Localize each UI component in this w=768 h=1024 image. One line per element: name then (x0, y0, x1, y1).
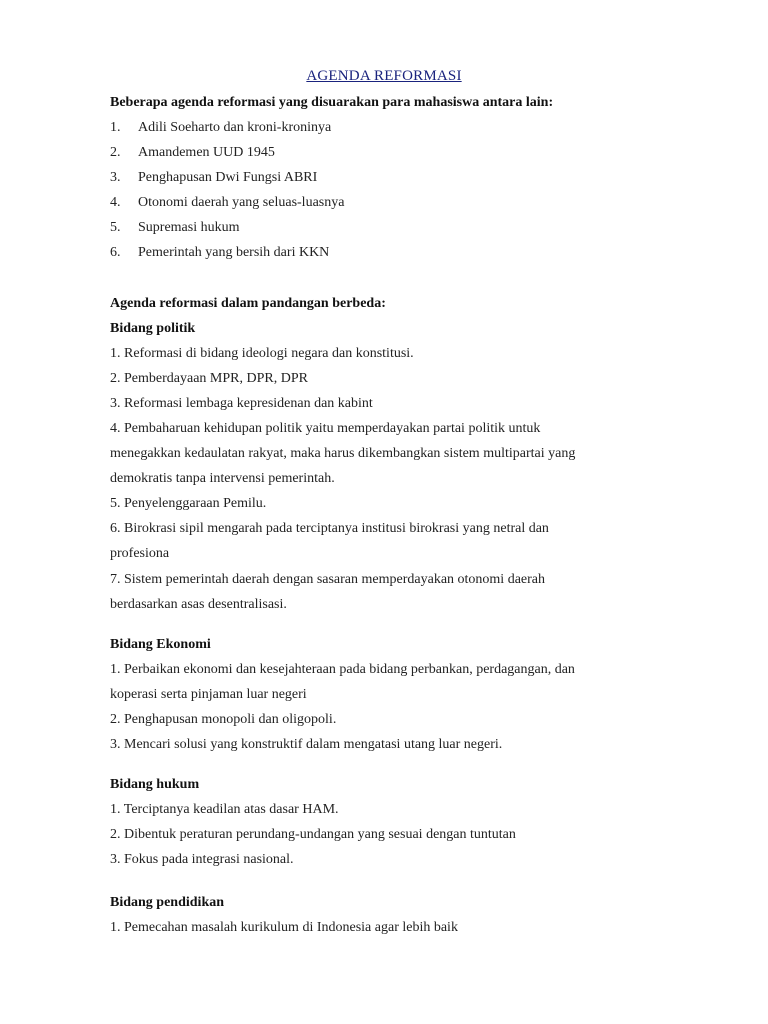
politik-line: 3. Reformasi lembaga kepresidenan dan kabint (110, 396, 373, 411)
section-heading-ekonomi: Bidang Ekonomi (110, 637, 211, 652)
politik-line: 2. Pemberdayaan MPR, DPR, DPR (110, 371, 308, 386)
ekonomi-line: koperasi serta pinjaman luar negeri (110, 687, 307, 702)
agenda-item-text: Penghapusan Dwi Fungsi ABRI (138, 170, 318, 185)
agenda-item-number: 3. (110, 170, 121, 185)
agenda-item-number: 5. (110, 220, 121, 235)
agenda-item-number: 4. (110, 195, 121, 210)
page-title: AGENDA REFORMASI (306, 68, 462, 84)
hukum-line: 1. Terciptanya keadilan atas dasar HAM. (110, 802, 339, 817)
politik-line: berdasarkan asas desentralisasi. (110, 597, 287, 612)
politik-line: demokratis tanpa intervensi pemerintah. (110, 471, 335, 486)
section-heading-pendidikan: Bidang pendidikan (110, 895, 225, 910)
politik-line: 4. Pembaharuan kehidupan politik yaitu memperdayakan partai politik untuk (110, 421, 541, 436)
ekonomi-line: 2. Penghapusan monopoli dan oligopoli. (110, 712, 337, 727)
agenda-item-text: Supremasi hukum (138, 220, 240, 235)
agenda-item-number: 2. (110, 145, 121, 160)
pendidikan-line: 1. Pemecahan masalah kurikulum di Indonesia agar lebih baik (110, 920, 458, 935)
politik-line: 7. Sistem pemerintah daerah dengan sasaran memperdayakan otonomi daerah (110, 572, 546, 587)
ekonomi-line: 3. Mencari solusi yang konstruktif dalam mengatasi utang luar negeri. (110, 737, 503, 752)
perspective-heading: Agenda reformasi dalam pandangan berbeda: (110, 296, 386, 311)
agenda-item-text: Amandemen UUD 1945 (138, 145, 275, 160)
section-heading-politik: Bidang politik (110, 321, 196, 336)
hukum-line: 3. Fokus pada integrasi nasional. (110, 852, 294, 867)
politik-line: 5. Penyelenggaraan Pemilu. (110, 496, 267, 511)
agenda-item-text: Otonomi daerah yang seluas-luasnya (138, 195, 345, 210)
politik-line: profesiona (110, 546, 170, 561)
ekonomi-line: 1. Perbaikan ekonomi dan kesejahteraan pada bidang perbankan, perdagangan, dan (110, 662, 575, 677)
politik-line: menegakkan kedaulatan rakyat, maka harus dikembangkan sistem multipartai yang (110, 446, 576, 461)
agenda-item-number: 6. (110, 245, 121, 260)
intro-text: Beberapa agenda reformasi yang disuarakan para mahasiswa antara lain: (110, 95, 554, 110)
hukum-line: 2. Dibentuk peraturan perundang-undangan yang sesuai dengan tuntutan (110, 827, 516, 842)
agenda-item-text: Pemerintah yang bersih dari KKN (138, 245, 330, 260)
politik-line: 1. Reformasi di bidang ideologi negara dan konstitusi. (110, 346, 414, 361)
politik-line: 6. Birokrasi sipil mengarah pada terciptanya institusi birokrasi yang netral dan (110, 521, 549, 536)
agenda-item-text: Adili Soeharto dan kroni-kroninya (138, 120, 332, 135)
section-heading-hukum: Bidang hukum (110, 777, 200, 792)
agenda-item-number: 1. (110, 120, 121, 135)
